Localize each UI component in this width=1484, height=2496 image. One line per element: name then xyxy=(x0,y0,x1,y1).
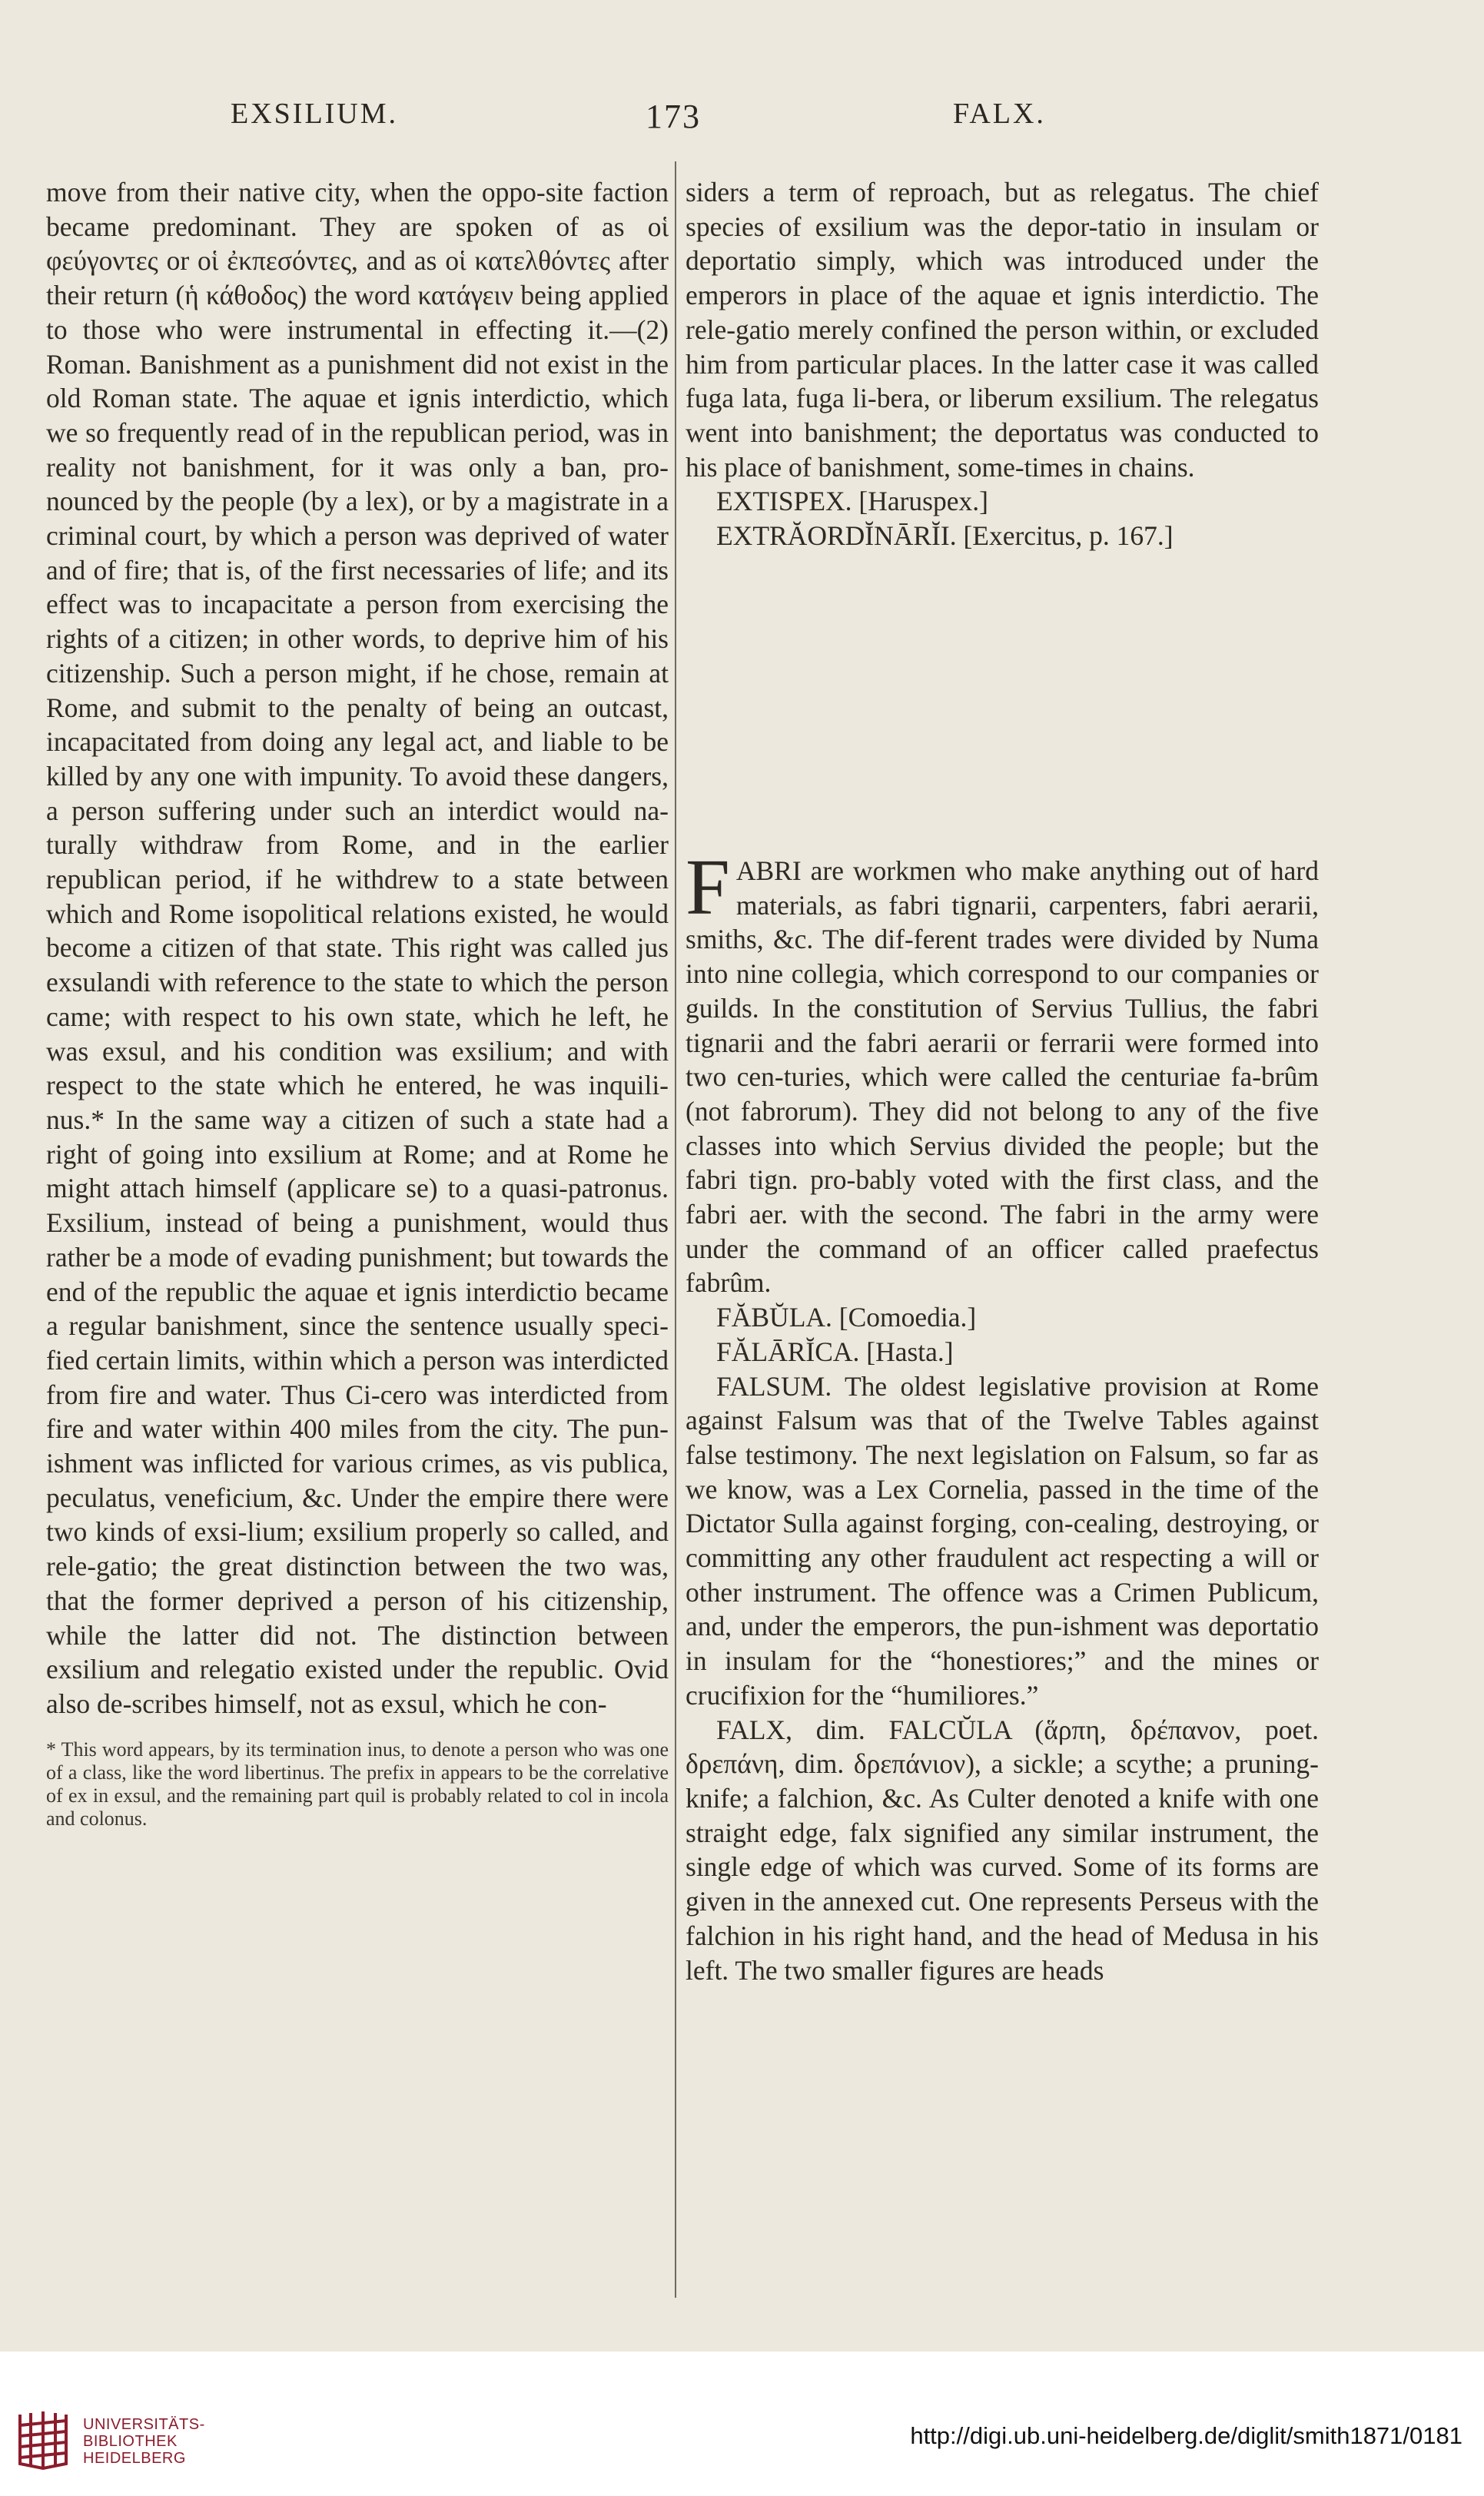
entry-extispex: EXTISPEX. [Haruspex.] xyxy=(716,486,988,517)
drop-cap: F xyxy=(686,843,730,931)
entry-extraordinarii: EXTRĂORDĬNĀRĬI. [Exercitus, p. 167.] xyxy=(716,520,1174,552)
institution-name xyxy=(83,2416,205,2467)
source-url-link[interactable]: http://digi.ub.uni-heidelberg.de/diglit/smith1871/0181 xyxy=(910,2422,1462,2449)
right-column-lower xyxy=(686,843,1319,1987)
column-divider xyxy=(675,161,676,2298)
entry-falsum: FALSUM. The oldest legislative provision at Rome against Falsum was that of the Twelve Tables against false testimony. The next legislation on Falsum, so far as we know, was a Lex Cornelia, passed in the time of the Dictator Sulla against forging, con-cealing, destroying, or committing any other fraudulent act respecting a will or other instrument. The offence was a Crimen Publicum, and, under the emperors, the pun-ishment was deportatio in insulam for the “honestiores;” and the mines or crucifixion for the “humiliores.” xyxy=(686,1370,1319,1711)
institution-line-2: BIBLIOTHEK xyxy=(83,2433,178,2450)
entry-fabri xyxy=(686,843,1319,1300)
entry-falx: FALX, dim. FALCŬLA (ἅρπη, δρέπανον, poet. δρεπάνη, dim. δρεπάνιον), a sickle; a scythe; a pruning-knife; a falchion, &c. As Culter denoted a knife with one straight edge, falx signified any similar instrument, the single edge of which was curved. Some of its forms are given in the annexed cut. One represents Perseus with the falchion in his right hand, and the head of Medusa in his left. The two smaller figures are heads xyxy=(686,1714,1319,1986)
footnote: * This word appears, by its termination inus, to denote a person who was one of a class, like the word libertinus. The prefix in appears to be the correlative of ex in exsul, and the remaining part quil is probably related to col in incola and colonus. xyxy=(46,1738,669,1830)
digitization-footer xyxy=(0,2352,1484,2496)
institution-line-3: HEIDELBERG xyxy=(83,2450,186,2467)
left-column xyxy=(46,175,669,1850)
running-head-left: EXSILIUM. xyxy=(231,98,399,130)
entry-fabula: FĂBŬLA. [Comoedia.] xyxy=(716,1302,977,1333)
page-number: 173 xyxy=(646,98,701,135)
institution-line-1: UNIVERSITÄTS- xyxy=(83,2416,205,2433)
running-head-right: FALX. xyxy=(953,98,1046,130)
exsilium-article-continuation: siders a term of reproach, but as relegatus. The chief species of exsilium was the depor-tatio in insulam or deportatio simply, which was introduced under the emperors in place of the aquae et ignis interdictio. The rele-gatio merely confined the person within, or excluded him from particular places. In the latter case it was called fuga lata, fuga li-bera, or liberum exsilium. The relegatus went into banishment; the deportatus was conducted to his place of banishment, some-times in chains. xyxy=(686,177,1319,483)
fabri-text: ABRI are workmen who make anything out of hard materials, as fabri tignarii, carpenters, fabri aerarii, smiths, &c. The dif-ferent trades were divided by Numa into nine collegia, which correspond to our companies or guilds. In the constitution of Servius Tullius, the fabri tignarii and the fabri aerarii or ferrarii were formed into two cen-turies, which were called the centuriae fa-brûm (not fabrorum). They did not belong to any of the five classes into which Servius divided the people; but the fabri tign. pro-bably voted with the first class, and the fabri aer. with the second. The fabri in the army were under the command of an officer called praefectus fabrûm. xyxy=(686,855,1319,1299)
entry-falarica: FĂLĀRĬCA. [Hasta.] xyxy=(716,1336,954,1367)
exsilium-article-body: move from their native city, when the oppo-site faction became predominant. They are spoken of as οἱ φεύγοντες or οἱ ἐκπεσόντες, and as οἱ κατελθόντες after their return (ἡ κάθοδος) the word κατάγειν being applied to those who were instrumental in effecting it.—(2) Roman. Banishment as a punishment did not exist in the old Roman state. The aquae et ignis interdictio, which we so frequently read of in the republican period, was in reality not banishment, for it was only a ban, pro-nounced by the people (by a lex), or by a magistrate in a criminal court, by which a person was deprived of water and of fire; that is, of the first necessaries of life; and its effect was to incapacitate a person from exercising the rights of a citizen; in other words, to deprive him of his citizenship. Such a person might, if he chose, remain at Rome, and submit to the penalty of being an outcast, incapacitated from doing any legal act, and liable to be killed by any one with impunity. To avoid these dangers, a person suffering under such an interdict would na-turally withdraw from Rome, and in the earlier republican period, if he withdrew to a state between which and Rome isopolitical relations existed, he would become a citizen of that state. This right was called jus exsulandi with reference to the state to which the person came; with respect to his own state, which he left, he was exsul, and his condition was exsilium; and with respect to the state which he entered, he was inquili-nus.* In the same way a citizen of such a state had a right of going into exsilium at Rome; and at Rome he might attach himself (applicare se) to a quasi-patronus. Exsilium, instead of being a punishment, would thus rather be a mode of evading punishment; but towards the end of the republic the aquae et ignis interdictio became a regular banishment, since the sentence usually speci-fied certain limits, within which a person was interdicted from fire and water. Thus Ci-cero was interdicted from fire and water within 400 miles from the city. The pun-ishment was inflicted for various crimes, as vis publica, peculatus, veneficium, &c. Under the empire there were two kinds of exsi-lium; exsilium properly so called, and rele-gatio; the great distinction between the two was, that the former deprived a person of his citizenship, while the latter did not. The distinction between exsilium and relegatio existed under the republic. Ovid also de-scribes himself, not as exsul, which he con- xyxy=(46,177,669,1719)
running-head xyxy=(0,97,1484,143)
right-column-upper xyxy=(686,175,1319,553)
university-seal-icon[interactable] xyxy=(14,2407,72,2471)
